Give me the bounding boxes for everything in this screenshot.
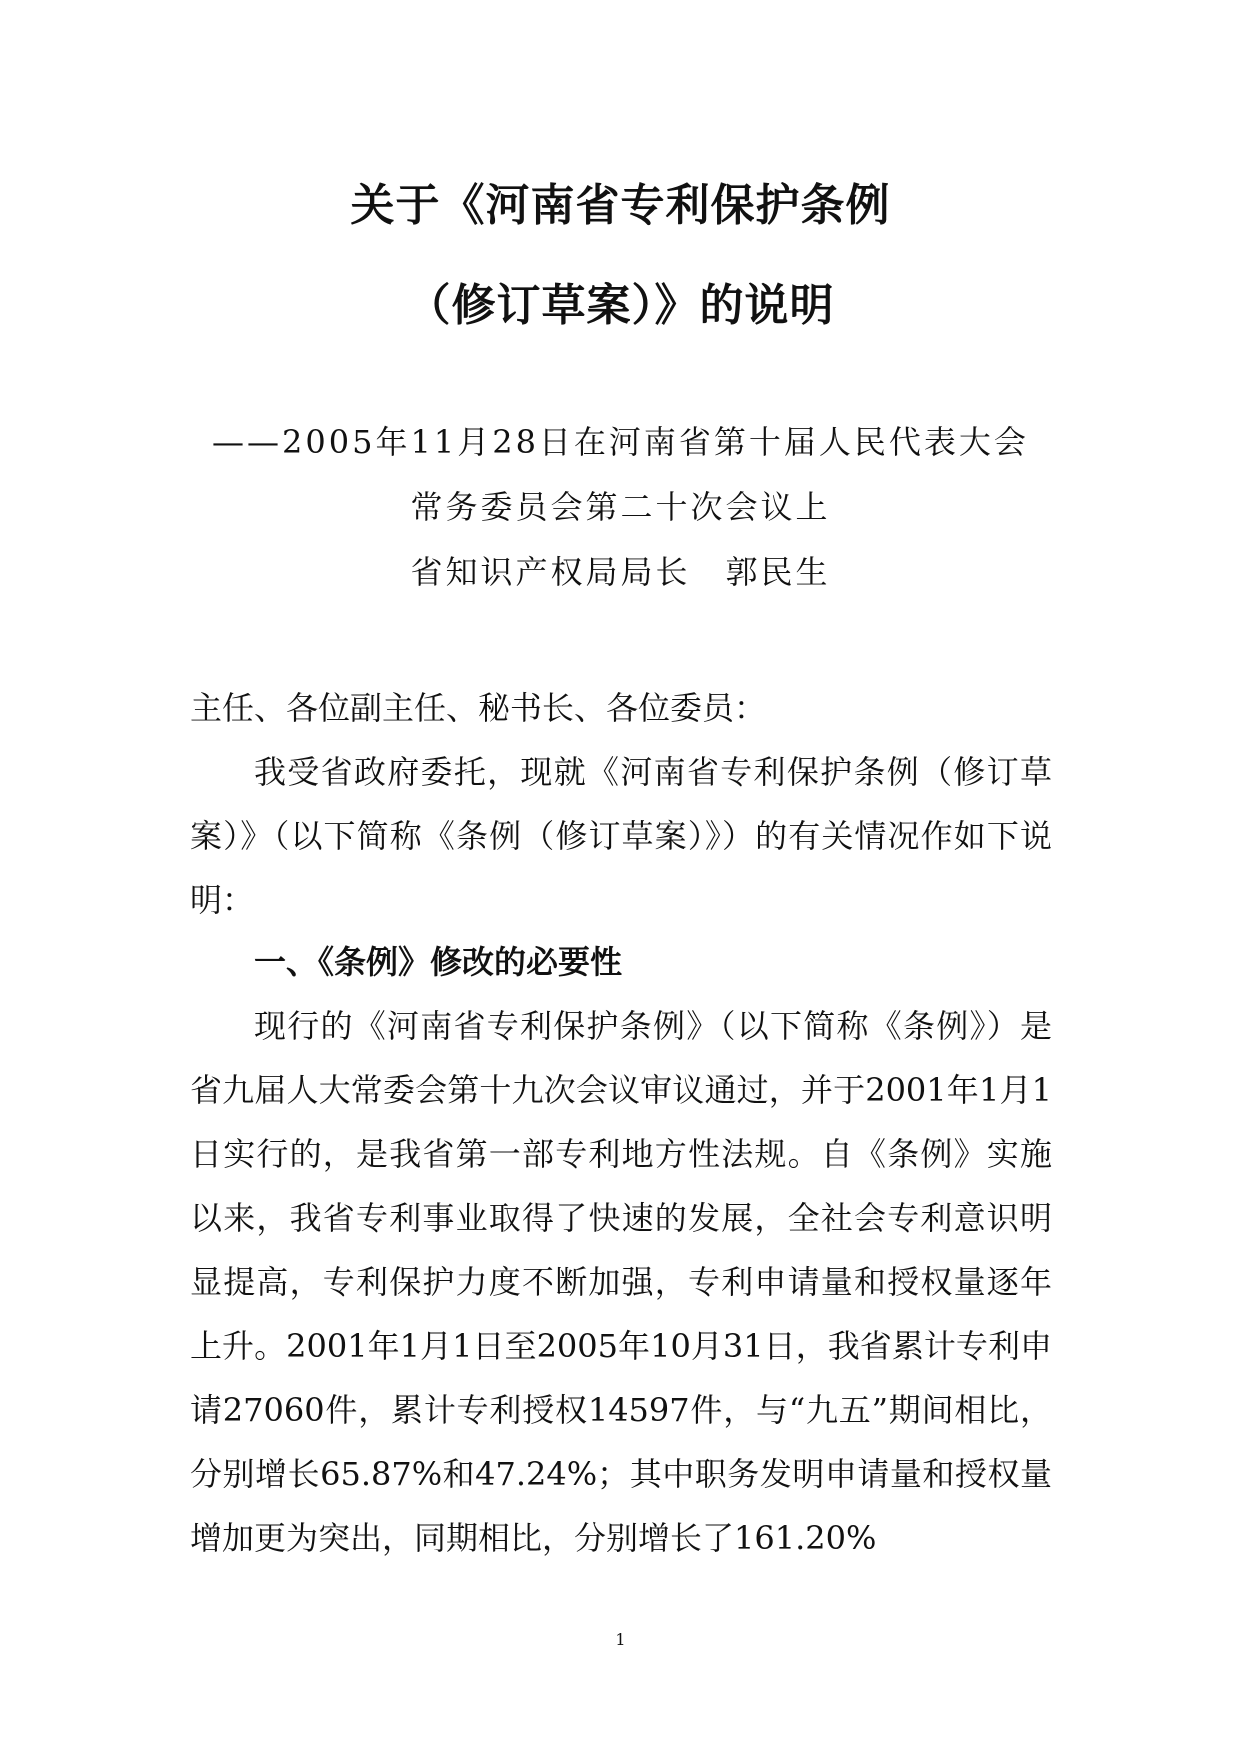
subtitle-line-1: ——2005年11月28日在河南省第十届人民代表大会 xyxy=(212,423,1029,461)
section-1-heading: 一、《条例》修改的必要性 xyxy=(254,943,623,981)
paragraph-1: 我受省政府委托，现就《河南省专利保护条例（修订草案）》（以下简称《条例（修订草案）》）的有关情况作如下说明： xyxy=(190,753,1052,919)
document-title-line-2: （修订草案）》的说明 xyxy=(406,280,835,331)
page-number: 1 xyxy=(615,1630,626,1649)
document-title-line-1: 关于《河南省专利保护条例 xyxy=(350,180,891,231)
subtitle-line-2: 常务委员会第二十次会议上 xyxy=(410,488,831,526)
salutation: 主任、各位副主任、秘书长、各位委员： xyxy=(190,689,767,727)
paragraph-2: 现行的《河南省专利保护条例》（以下简称《条例》）是省九届人大常委会第十九次会议审议通过，并于2001年1月1日实行的，是我省第一部专利地方性法规。自《条例》实施以来，我省专利事业取得了快速的发展，全社会专利意识明显提高，专利保护力度不断加强，专利申请量和授权量逐年上升。2001年1月1日至2005年10月31日，我省累计专利申请27060件，累计专利授权14597件，与“九五”期间相比，分别增长65.87%和47.24%；其中职务发明申请量和授权量增加更为突出，同期相比，分别增长了161.20% xyxy=(190,1007,1052,1557)
subtitle-line-3: 省知识产权局局长 郭民生 xyxy=(410,553,831,591)
